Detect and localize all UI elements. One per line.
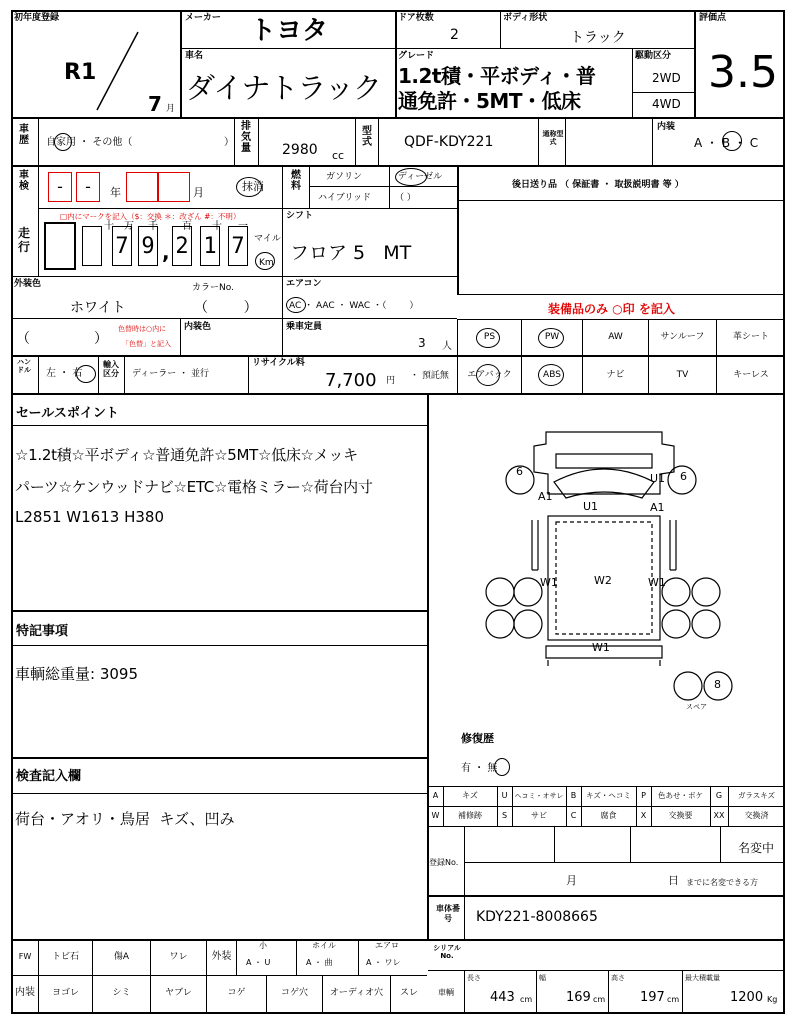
- fw-stone-chip: トビ石: [51, 952, 79, 962]
- reg-deadline: までに名変できる方: [686, 878, 758, 887]
- int-burn: コゲ: [227, 988, 246, 998]
- ac-circle: [286, 297, 306, 313]
- equip-abs-circle: [538, 364, 564, 386]
- int-stain: シミ: [112, 988, 131, 998]
- legend-s-text: サビ: [531, 811, 547, 820]
- cc-unit: cc: [332, 149, 345, 162]
- interior-label: 内装: [657, 122, 676, 132]
- drive-label: 駆動区分: [635, 51, 672, 61]
- mark-a1-left: A1: [538, 490, 553, 503]
- reg-day: 日: [668, 874, 679, 887]
- int-wear: スレ: [399, 988, 418, 998]
- displacement-value: 2980: [282, 142, 318, 158]
- sales-line2: パーツ☆ケンウッドナビ☆ETC☆電格ミラー☆荷台内寸: [15, 478, 373, 496]
- ext-color-value: ホワイト: [70, 300, 126, 316]
- reg-month: 月: [566, 874, 577, 887]
- year-unit: 年: [110, 186, 121, 199]
- equip-navi: ナビ: [606, 370, 625, 380]
- legend-x-code: X: [640, 811, 647, 820]
- mileage-note: □内にマークを記入（$：交換 ＊：改ざん #：不明）: [60, 212, 241, 221]
- interior-b-circle: [722, 131, 742, 151]
- color-no-paren: （ ）: [194, 300, 258, 316]
- unit-10man-label: 十: [104, 221, 114, 232]
- insp-year-box-2: -: [76, 172, 100, 202]
- insp-month-box-2: [158, 172, 190, 202]
- common-model-label: 通称型式: [542, 130, 564, 146]
- height-label: 高さ: [611, 974, 625, 982]
- ext-aero-val: A ・ ワレ: [366, 958, 401, 967]
- displacement-label: 排気量: [241, 121, 251, 154]
- recycle-label: リサイクル料: [252, 358, 305, 368]
- unit-ichi-label: 一: [238, 221, 248, 232]
- mark-six-left: 6: [516, 465, 523, 478]
- paren-right: ）: [94, 331, 108, 347]
- sales-line1: ☆1.2t積☆平ボディ☆普通免許☆5MT☆低床☆メッキ: [15, 446, 358, 464]
- model-label: 型式: [362, 126, 372, 148]
- maker-value: トヨタ: [250, 16, 329, 46]
- odo-comma: ,: [162, 240, 170, 264]
- fuel-diesel: ディーゼル: [398, 172, 443, 182]
- legend-c-code: C: [570, 811, 577, 820]
- equip-pw: PW: [544, 332, 560, 342]
- drive-2wd: 2WD: [652, 71, 681, 85]
- grade-line2: 通免許・5MT・低床: [398, 89, 581, 113]
- first-reg-month: 7: [148, 92, 162, 116]
- drive-4wd: 4WD: [652, 97, 681, 111]
- ext-label: 外装: [211, 951, 232, 962]
- shift-label: シフト: [286, 211, 314, 221]
- special-title: 特記事項: [16, 624, 69, 639]
- insp-month-box-1: [126, 172, 158, 202]
- color-no-label: カラーNo.: [192, 283, 234, 293]
- history-text: 自家用 ・ その他（: [46, 137, 133, 148]
- mark-six-right: 6: [680, 470, 687, 483]
- sales-line3: L2851 W1613 H380: [15, 508, 164, 526]
- insp-year-box-1: -: [48, 172, 72, 202]
- mark-eight: 8: [714, 678, 721, 691]
- odo-digit-6: 7: [228, 226, 248, 266]
- legend-x-text: 交換要: [668, 811, 693, 820]
- load-label: 最大積載量: [685, 974, 720, 982]
- handle-options: 左 ・ 右: [46, 368, 83, 379]
- mark-w1-bottom: W1: [592, 641, 610, 654]
- insp-month-unit: 月: [193, 186, 204, 199]
- import-options: ディーラー ・ 並行: [132, 369, 210, 379]
- history-circle-mark: [54, 133, 72, 151]
- km-circle: [255, 252, 275, 270]
- height-value: 197: [640, 990, 665, 1005]
- mark-w2: W2: [594, 574, 612, 587]
- vin-label: 車体番号: [436, 904, 460, 923]
- equip-pw-circle: [538, 328, 564, 348]
- fw-scratch: 傷A: [113, 952, 130, 962]
- int-burn-hole: コゲ穴: [280, 988, 308, 998]
- ext-color-label: 外装色: [14, 279, 42, 289]
- legend-c-text: 腐食: [600, 811, 617, 820]
- width-value: 169: [566, 990, 591, 1005]
- mile-unit: マイル: [254, 234, 281, 244]
- equip-sunroof: サンルーフ: [660, 332, 705, 342]
- expired-text: 抹消: [242, 180, 264, 193]
- legend-b-text: キズ・ヘコミ: [586, 791, 631, 800]
- equip-tv: TV: [676, 370, 689, 380]
- width-label: 幅: [539, 974, 546, 982]
- interior-grades: A ・ B ・ C: [694, 136, 759, 150]
- doors-label: ドア枚数: [398, 13, 434, 23]
- height-unit: cm: [667, 995, 680, 1004]
- legend-a-code: A: [432, 791, 439, 800]
- equip-leather: 革シート: [732, 332, 769, 342]
- expired-circle: [236, 177, 262, 197]
- body-value: トラック: [570, 30, 626, 46]
- equip-ps-circle: [476, 328, 500, 348]
- unit-hyaku-label: 百: [182, 221, 192, 232]
- equip-keyless: キーレス: [733, 370, 769, 380]
- odo-digit-1: [82, 226, 102, 266]
- fuel-hybrid-paren: （ ）: [395, 193, 416, 203]
- import-label: 輸入区分: [103, 360, 119, 378]
- paren-left: （: [16, 331, 30, 347]
- unit-juu-label: 十: [212, 221, 222, 232]
- ac-options: AC ・ AAC ・ WAC ・（ ）: [289, 301, 419, 311]
- spare-label: スペア: [686, 703, 707, 711]
- deposit-text: ・ 預託無: [410, 371, 449, 381]
- first-reg-label: 初年度登録: [14, 13, 60, 23]
- inspection-label: 車検: [19, 170, 29, 192]
- special-line1: 車輌総重量: 3095: [15, 665, 138, 683]
- sales-title: セールスポイント: [16, 406, 119, 421]
- repair-none-circle: [494, 758, 510, 776]
- equip-abs: ABS: [543, 370, 561, 380]
- load-value: 1200: [730, 990, 764, 1005]
- history-label: 車歴: [19, 124, 29, 146]
- body-label: ボディ形状: [503, 13, 548, 23]
- car-name-value: ダイナトラック: [186, 71, 381, 105]
- width-unit: cm: [593, 995, 606, 1004]
- legend-s-code: S: [501, 811, 508, 820]
- equip-ps: PS: [483, 332, 496, 342]
- legend-xx-text: 交換済: [744, 811, 769, 820]
- equipment-title: 装備品のみ ○印 を記入: [548, 302, 675, 316]
- legend-p-code: P: [641, 791, 646, 800]
- mark-a1-right: A1: [650, 501, 665, 514]
- ac-label: エアコン: [286, 279, 322, 289]
- legend-w-code: W: [431, 811, 440, 820]
- dims-label: 車輌: [438, 988, 454, 997]
- doors-value: 2: [450, 27, 459, 43]
- legend-xx-code: XX: [713, 811, 725, 820]
- ext-small-label: 小: [259, 941, 267, 950]
- recycle-value: 7,700: [325, 370, 377, 391]
- legend-g-code: G: [715, 791, 723, 800]
- odo-digit-3: 9: [138, 226, 158, 266]
- legend-a-text: キズ: [462, 791, 478, 800]
- month-unit: 月: [166, 104, 176, 114]
- odo-digit-4: 2: [172, 226, 192, 266]
- inspection-title: 検査記入欄: [16, 769, 82, 784]
- equip-airbag-circle: [476, 364, 500, 386]
- mileage-label: 走行: [17, 226, 30, 254]
- int-label: 内装: [15, 987, 35, 998]
- int-audio-hole: オーディオ穴: [329, 988, 384, 998]
- mileage-mark-box: [44, 222, 76, 270]
- int-color-label: 内装色: [184, 322, 212, 332]
- ext-small-val: A ・ U: [246, 958, 271, 967]
- slash-mark: [95, 30, 140, 112]
- handle-right-circle: [76, 365, 96, 383]
- serial-label: シリアルNo.: [433, 944, 461, 960]
- legend-b-code: B: [570, 791, 577, 800]
- grade-label: グレード: [398, 51, 435, 61]
- length-value: 443: [490, 990, 515, 1005]
- reg-no-label: 登録No.: [429, 858, 459, 867]
- handle-label: ハンドル: [17, 358, 31, 374]
- legend-u-text: ヘコミ・オサレ: [514, 792, 564, 800]
- era-year: R1: [64, 60, 97, 85]
- legend-u-code: U: [501, 791, 508, 800]
- accessories-title: 後日送り品 （ 保証書 ・ 取扱説明書 等 ）: [512, 180, 684, 190]
- mark-w1-right: W1: [648, 576, 666, 589]
- int-tear: ヤブレ: [165, 988, 192, 998]
- mark-w1-left: W1: [540, 576, 558, 589]
- capacity-unit: 人: [442, 341, 452, 352]
- unit-sen-label: 千: [148, 221, 158, 232]
- legend-g-text: ガラスキズ: [737, 791, 776, 800]
- unit-man-label: 万: [124, 221, 134, 232]
- equip-aw: AW: [608, 332, 623, 342]
- load-unit: Kg: [767, 995, 778, 1004]
- capacity-label: 乗車定員: [286, 322, 323, 332]
- legend-p-text: 色あせ・ボケ: [658, 791, 703, 800]
- length-unit: cm: [520, 995, 533, 1004]
- model-value: QDF-KDY221: [404, 134, 494, 150]
- score-label: 評価点: [699, 13, 727, 23]
- fuel-label: 燃料: [291, 170, 301, 192]
- history-close: ）: [224, 137, 234, 148]
- repair-title: 修復歴: [461, 732, 494, 745]
- km-unit: Km: [259, 258, 274, 268]
- car-name-label: 車名: [185, 51, 204, 61]
- shift-value: フロア 5 MT: [290, 242, 412, 264]
- grade-line1: 1.2t積・平ボディ・普: [398, 64, 596, 88]
- ext-wheel-val: A ・ 曲: [306, 958, 333, 967]
- score-value: 3.5: [708, 47, 778, 98]
- diesel-circle: [395, 168, 427, 186]
- fuel-hybrid: ハイブリッド: [318, 193, 372, 203]
- mark-u1-top: U1: [583, 500, 599, 513]
- maker-label: メーカー: [185, 13, 221, 23]
- odo-digit-5: 1: [200, 226, 220, 266]
- yen-unit: 円: [386, 376, 396, 386]
- capacity-value: 3: [418, 336, 426, 350]
- name-change: 名変中: [738, 841, 775, 855]
- ext-wheel-label: ホイル: [312, 941, 336, 950]
- odo-digit-2: 7: [112, 226, 132, 266]
- inspection-line1: 荷台・アオリ・鳥居 キズ、凹み: [15, 810, 235, 828]
- ext-aero-label: エアロ: [375, 941, 399, 950]
- fw-label: FW: [18, 952, 32, 961]
- fuel-gasoline: ガソリン: [326, 172, 363, 182]
- int-dirt: ヨゴレ: [51, 988, 79, 998]
- color-change-note2: 「色替」と記入: [122, 340, 171, 348]
- length-label: 長さ: [467, 974, 481, 982]
- repair-options: 有 ・ 無: [461, 763, 498, 774]
- equip-airbag: エアバック: [467, 370, 512, 380]
- legend-w-text: 補修跡: [458, 811, 482, 820]
- color-change-note1: 色替時は○内に: [118, 325, 167, 333]
- mark-u1-right: U1: [650, 472, 666, 485]
- vin-value: KDY221-8008665: [476, 909, 598, 925]
- truck-diagram: [428, 394, 784, 784]
- fw-crack: ワレ: [169, 952, 188, 962]
